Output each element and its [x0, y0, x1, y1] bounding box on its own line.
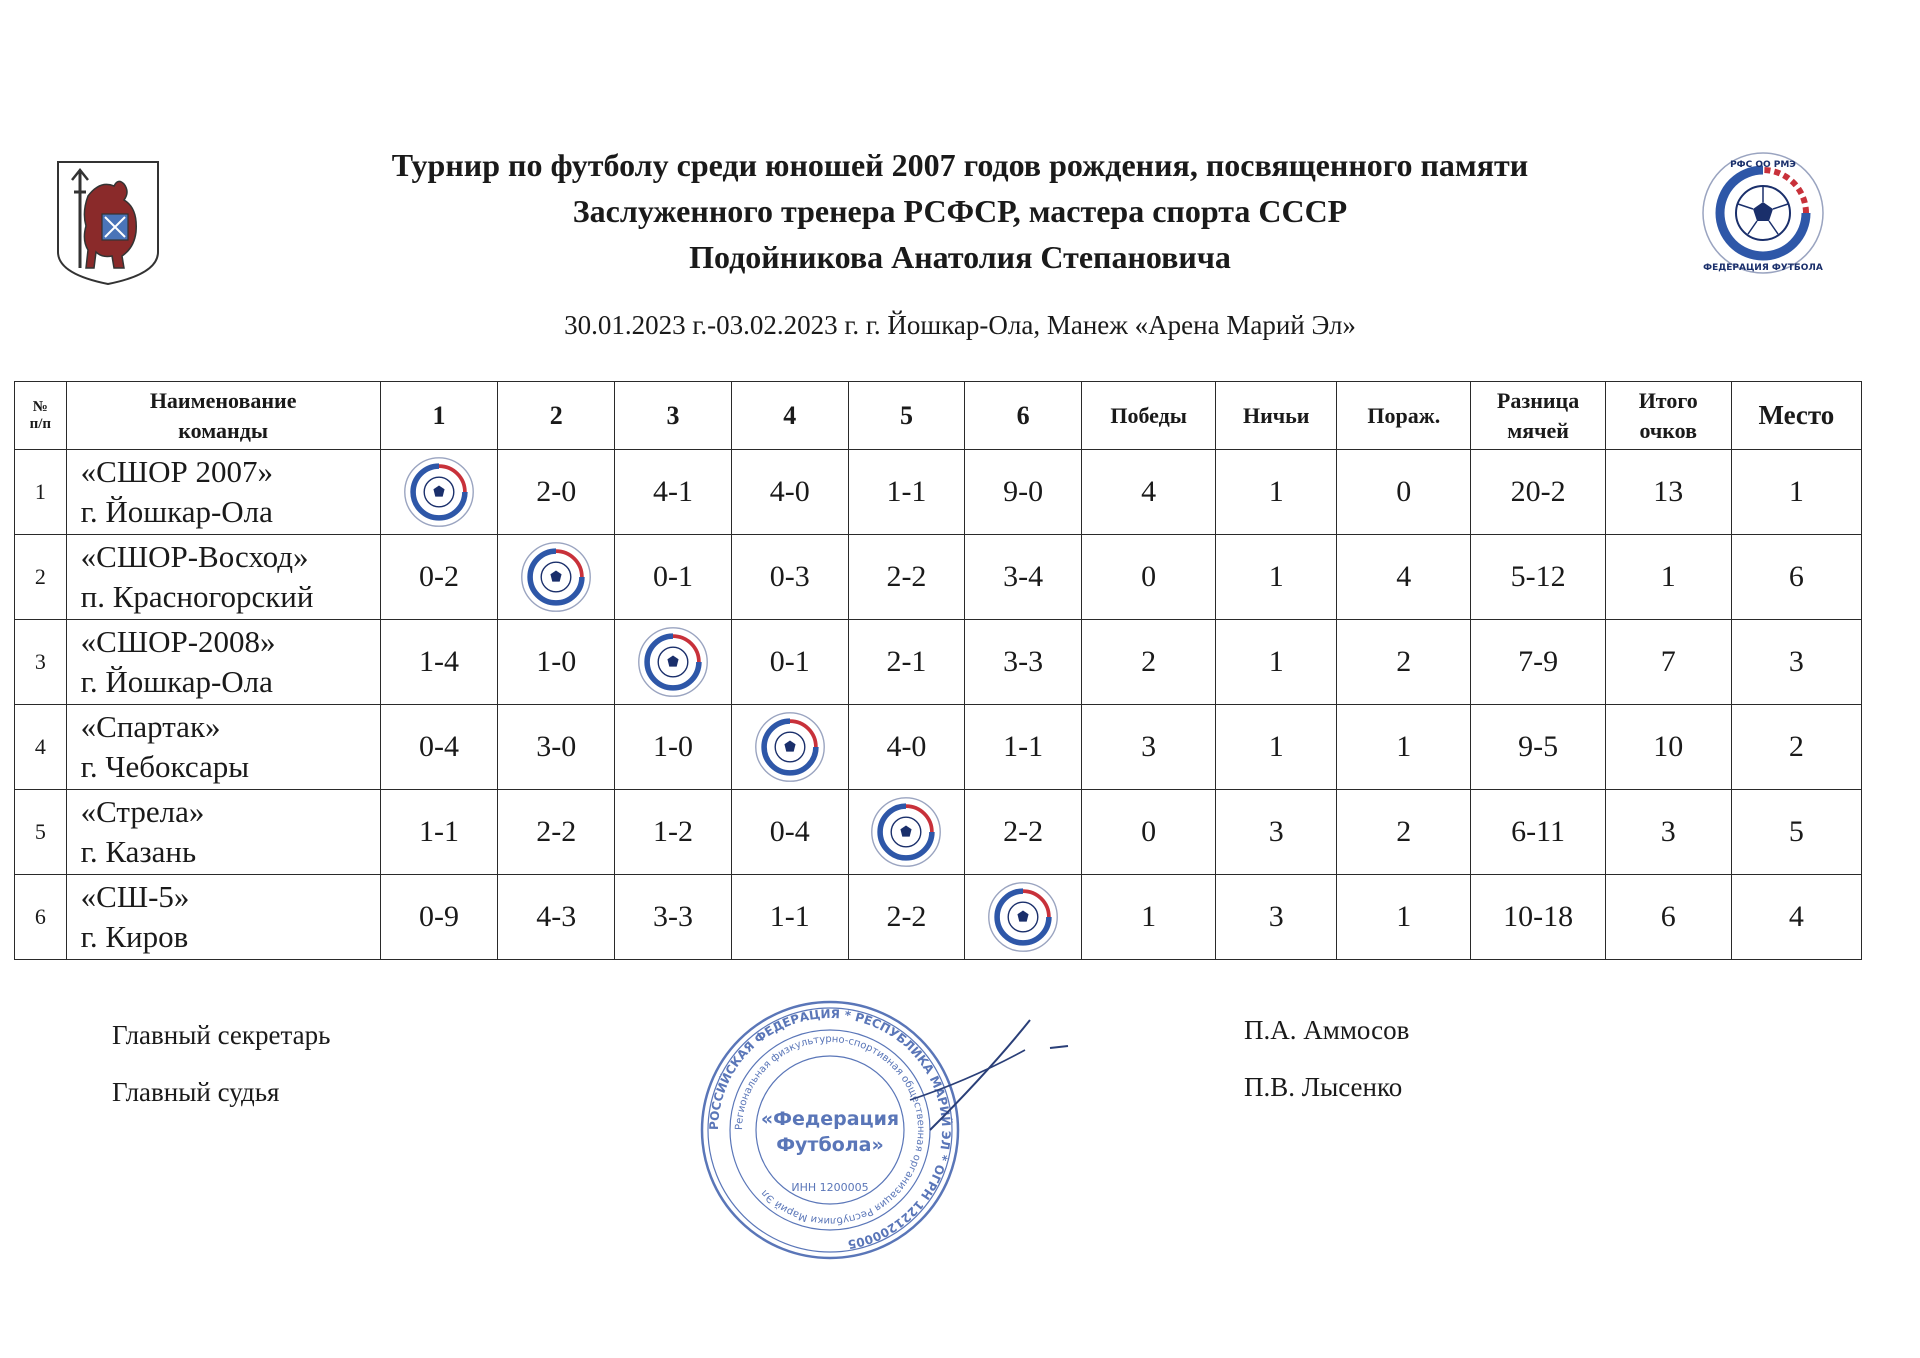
draws-cell: 3 [1216, 790, 1337, 875]
title-line-2: Заслуженного тренера РСФСР, мастера спорта СССР [572, 193, 1348, 229]
score-cell: 3-3 [965, 620, 1082, 705]
team-city: г. Йошкар-Ола [80, 494, 273, 529]
team-cell [66, 790, 380, 875]
place-cell: 6 [1731, 535, 1861, 620]
draws-cell: 1 [1216, 535, 1337, 620]
score-cell: 1-1 [965, 705, 1082, 790]
points-cell: 6 [1605, 875, 1731, 960]
stamp-outer-text: РОССИЙСКАЯ ФЕДЕРАЦИЯ * РЕСПУБЛИКА МАРИЙ ЭЛ * ОГРН 1221200005 [706, 1006, 954, 1252]
draws-cell: 1 [1216, 705, 1337, 790]
header-col-2: 2 [498, 382, 615, 450]
team-cell [66, 875, 380, 960]
score-cell: 0-9 [380, 875, 498, 960]
stamp-inner-text: Региональная физкультурно-спортивная общественная организация Республики Марий Эл [733, 1033, 927, 1227]
place-cell: 1 [1731, 450, 1861, 535]
team-cell [66, 535, 380, 620]
logo-top-text: РФС ОО РМЭ [1730, 160, 1796, 170]
row-number: 6 [15, 875, 67, 960]
federation-logo-icon [402, 455, 476, 529]
table-row [15, 535, 1862, 620]
wins-cell: 4 [1082, 450, 1216, 535]
header-col-3: 3 [615, 382, 732, 450]
score-cell: 1-1 [731, 875, 848, 960]
score-cell: 0-2 [380, 535, 498, 620]
score-cell: 1-1 [380, 790, 498, 875]
points-cell: 1 [1605, 535, 1731, 620]
score-cell: 4-1 [615, 450, 732, 535]
place-cell: 5 [1731, 790, 1861, 875]
score-cell: 4-0 [848, 705, 965, 790]
table-row [15, 705, 1862, 790]
table-row [15, 620, 1862, 705]
football-federation-logo [1700, 150, 1826, 276]
score-cell: 4-3 [498, 875, 615, 960]
chief-judge-name: П.В. Лысенко [1244, 1072, 1403, 1102]
wins-cell: 1 [1082, 875, 1216, 960]
score-cell: 2-2 [848, 875, 965, 960]
losses-cell: 1 [1337, 875, 1471, 960]
team-name: «СШОР 2007» [80, 454, 273, 489]
header-draws: Ничьи [1216, 382, 1337, 450]
self-match-logo-cell [965, 875, 1082, 960]
score-cell: 4-0 [731, 450, 848, 535]
points-cell: 10 [1605, 705, 1731, 790]
score-cell: 2-0 [498, 450, 615, 535]
federation-logo-icon [519, 540, 593, 614]
row-number: 5 [15, 790, 67, 875]
score-cell: 1-1 [848, 450, 965, 535]
self-match-logo-cell [731, 705, 848, 790]
team-name: «Спартак» [80, 709, 221, 744]
wins-cell: 0 [1082, 535, 1216, 620]
team-city: п. Красногорский [80, 579, 314, 614]
header-team: Наименование команды [66, 382, 380, 450]
score-cell: 0-4 [731, 790, 848, 875]
federation-logo-icon [986, 880, 1060, 954]
stamp-center-line-1: «Федерация [760, 1108, 900, 1130]
header-num: № п/п [15, 382, 67, 450]
table-row [15, 875, 1862, 960]
points-cell: 13 [1605, 450, 1731, 535]
draws-cell: 3 [1216, 875, 1337, 960]
tournament-dates-venue: 30.01.2023 г.-03.02.2023 г. г. Йошкар-Ола, Манеж «Арена Марий Эл» [564, 310, 1356, 340]
score-cell: 0-4 [380, 705, 498, 790]
points-cell: 7 [1605, 620, 1731, 705]
self-match-logo-cell [498, 535, 615, 620]
score-cell: 2-1 [848, 620, 965, 705]
score-cell: 3-3 [615, 875, 732, 960]
team-city: г. Киров [80, 919, 189, 954]
score-cell: 1-0 [615, 705, 732, 790]
signature-mark [870, 1010, 1070, 1180]
team-name: «СШОР-2008» [80, 624, 276, 659]
losses-cell: 0 [1337, 450, 1471, 535]
title-line-3: Подойникова Анатолия Степановича [689, 239, 1231, 275]
score-cell: 3-0 [498, 705, 615, 790]
place-cell: 4 [1731, 875, 1861, 960]
team-cell [66, 620, 380, 705]
table-header-row [15, 382, 1862, 450]
row-number: 1 [15, 450, 67, 535]
score-cell: 2-2 [498, 790, 615, 875]
chief-secretary-label: Главный секретарь [112, 1020, 331, 1050]
wins-cell: 3 [1082, 705, 1216, 790]
logo-bottom-text: ФЕДЕРАЦИЯ ФУТБОЛА [1703, 263, 1823, 273]
stamp-center-line-2: Футбола» [776, 1134, 884, 1156]
team-city: г. Йошкар-Ола [80, 664, 273, 699]
federation-logo-icon [636, 625, 710, 699]
wins-cell: 0 [1082, 790, 1216, 875]
losses-cell: 4 [1337, 535, 1471, 620]
score-cell: 9-0 [965, 450, 1082, 535]
losses-cell: 1 [1337, 705, 1471, 790]
score-cell: 2-2 [848, 535, 965, 620]
score-cell: 0-1 [615, 535, 732, 620]
header-wins: Победы [1082, 382, 1216, 450]
document-title [280, 142, 1640, 280]
goal-diff-cell: 5-12 [1471, 535, 1605, 620]
place-cell: 2 [1731, 705, 1861, 790]
goal-diff-cell: 20-2 [1471, 450, 1605, 535]
title-line-1: Турнир по футболу среди юношей 2007 годов рождения, посвященного памяти [391, 147, 1529, 183]
header-losses: Пораж. [1337, 382, 1471, 450]
score-cell: 3-4 [965, 535, 1082, 620]
losses-cell: 2 [1337, 620, 1471, 705]
row-number: 4 [15, 705, 67, 790]
goal-diff-cell: 7-9 [1471, 620, 1605, 705]
table-row [15, 450, 1862, 535]
losses-cell: 2 [1337, 790, 1471, 875]
score-cell: 2-2 [965, 790, 1082, 875]
team-cell [66, 705, 380, 790]
header-col-1: 1 [380, 382, 498, 450]
table-row [15, 790, 1862, 875]
header-col-5: 5 [848, 382, 965, 450]
standings-table [14, 381, 1862, 960]
team-name: «СШОР-Восход» [80, 539, 309, 574]
header-place: Место [1731, 382, 1861, 450]
header-goal-diff: Разница мячей [1471, 382, 1605, 450]
chief-judge-label: Главный судья [112, 1077, 280, 1107]
team-name: «СШ-5» [80, 879, 190, 914]
self-match-logo-cell [380, 450, 498, 535]
chief-secretary-name: П.А. Аммосов [1244, 1015, 1410, 1045]
points-cell: 3 [1605, 790, 1731, 875]
goal-diff-cell: 10-18 [1471, 875, 1605, 960]
goal-diff-cell: 9-5 [1471, 705, 1605, 790]
team-city: г. Казань [80, 834, 197, 869]
wins-cell: 2 [1082, 620, 1216, 705]
header-points: Итого очков [1605, 382, 1731, 450]
self-match-logo-cell [848, 790, 965, 875]
score-cell: 1-0 [498, 620, 615, 705]
score-cell: 0-3 [731, 535, 848, 620]
header-col-4: 4 [731, 382, 848, 450]
team-cell [66, 450, 380, 535]
stamp-inn: ИНН 1200005 [791, 1181, 869, 1194]
score-cell: 1-2 [615, 790, 732, 875]
place-cell: 3 [1731, 620, 1861, 705]
federation-logo-icon [753, 710, 827, 784]
coat-of-arms-icon [52, 156, 164, 288]
goal-diff-cell: 6-11 [1471, 790, 1605, 875]
score-cell: 1-4 [380, 620, 498, 705]
draws-cell: 1 [1216, 620, 1337, 705]
federation-logo-icon [869, 795, 943, 869]
row-number: 3 [15, 620, 67, 705]
draws-cell: 1 [1216, 450, 1337, 535]
header-col-6: 6 [965, 382, 1082, 450]
self-match-logo-cell [615, 620, 732, 705]
team-name: «Стрела» [80, 794, 205, 829]
row-number: 2 [15, 535, 67, 620]
team-city: г. Чебоксары [80, 749, 250, 784]
score-cell: 0-1 [731, 620, 848, 705]
